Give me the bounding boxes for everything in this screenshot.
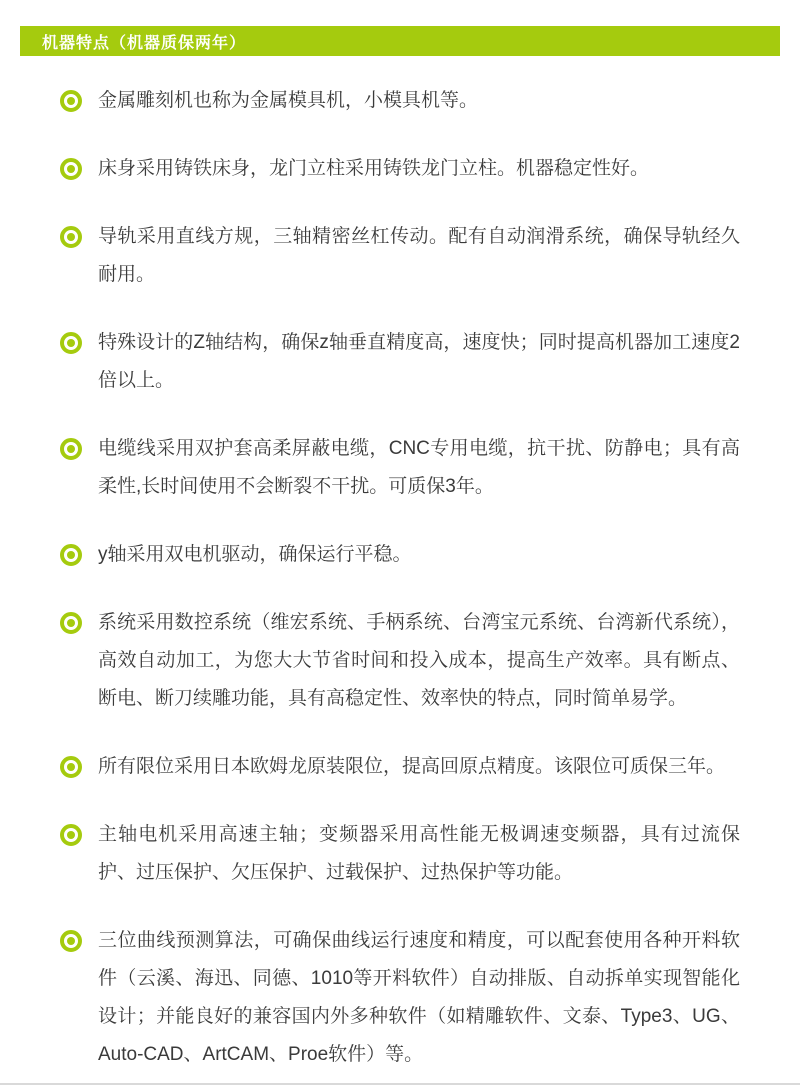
bullseye-dot [67, 233, 75, 241]
bullseye-icon [60, 158, 82, 180]
bullseye-dot [67, 97, 75, 105]
bullseye-icon [60, 226, 82, 248]
bullseye-icon [60, 90, 82, 112]
feature-text: 特殊设计的Z轴结构，确保z轴垂直精度高，速度快；同时提高机器加工速度2倍以上。 [98, 332, 740, 391]
bullseye-icon [60, 612, 82, 634]
feature-item [60, 922, 740, 1074]
feature-item [60, 82, 740, 120]
feature-text: 三位曲线预测算法，可确保曲线运行速度和精度，可以配套使用各种开料软件（云溪、海迅、同德、1010等开料软件）自动排版、自动拆单实现智能化设计；并能良好的兼容国内外多种软件（如精雕软件、文泰、Type3、UG、Auto-CAD、ArtCAM、Proe软件）等。 [98, 930, 740, 1065]
bullseye-icon [60, 756, 82, 778]
feature-item [60, 218, 740, 294]
bullseye-icon [60, 824, 82, 846]
feature-item [60, 536, 740, 574]
feature-text: 电缆线采用双护套高柔屏蔽电缆，CNC专用电缆，抗干扰、防静电；具有高柔性,长时间使用不会断裂不干扰。可质保3年。 [98, 438, 740, 497]
bullseye-dot [67, 551, 75, 559]
section-header [20, 26, 780, 56]
feature-item [60, 748, 740, 786]
feature-item [60, 150, 740, 188]
feature-text: 导轨采用直线方规，三轴精密丝杠传动。配有自动润滑系统，确保导轨经久耐用。 [98, 226, 740, 285]
feature-item [60, 324, 740, 400]
feature-item [60, 430, 740, 506]
feature-text: y轴采用双电机驱动，确保运行平稳。 [98, 544, 412, 565]
feature-text: 主轴电机采用高速主轴；变频器采用高性能无极调速变频器，具有过流保护、过压保护、欠压保护、过载保护、过热保护等功能。 [98, 824, 740, 883]
section-title: 机器特点（机器质保两年） [42, 34, 247, 52]
bullseye-dot [67, 339, 75, 347]
feature-item [60, 604, 740, 718]
bullseye-dot [67, 165, 75, 173]
bullseye-icon [60, 332, 82, 354]
bullseye-icon [60, 930, 82, 952]
bullseye-dot [67, 763, 75, 771]
bullseye-dot [67, 831, 75, 839]
feature-text: 系统采用数控系统（维宏系统、手柄系统、台湾宝元系统、台湾新代系统），高效自动加工，为您大大节省时间和投入成本，提高生产效率。具有断点、断电、断刀续雕功能，具有高稳定性、效率快的特点，同时简单易学。 [98, 612, 740, 709]
feature-text: 床身采用铸铁床身，龙门立柱采用铸铁龙门立柱。机器稳定性好。 [98, 158, 650, 179]
feature-text: 所有限位采用日本欧姆龙原装限位，提高回原点精度。该限位可质保三年。 [98, 756, 726, 777]
bullseye-dot [67, 937, 75, 945]
bullseye-icon [60, 544, 82, 566]
bullseye-dot [67, 619, 75, 627]
feature-text: 金属雕刻机也称为金属模具机，小模具机等。 [98, 90, 479, 111]
bullseye-dot [67, 445, 75, 453]
feature-item [60, 816, 740, 892]
bullseye-icon [60, 438, 82, 460]
feature-list [60, 82, 740, 1085]
